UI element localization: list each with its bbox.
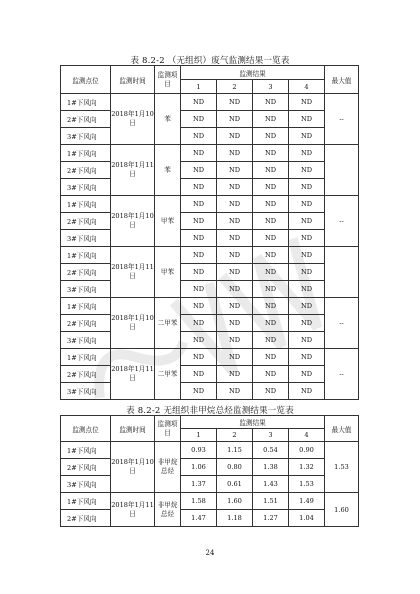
monitoring-time-cell: 2018年1月11日 xyxy=(111,145,155,196)
result-value-cell: ND xyxy=(217,179,253,196)
result-value-cell: 1.37 xyxy=(181,476,217,493)
monitoring-item-cell: 苯 xyxy=(155,145,181,196)
monitoring-item-cell: 二甲苯 xyxy=(155,298,181,349)
max-value-cell: 1.60 xyxy=(325,493,359,527)
result-value-cell: 1.27 xyxy=(253,510,289,527)
result-value-cell: 1.06 xyxy=(181,459,217,476)
header-col-2: 2 xyxy=(217,80,253,94)
monitoring-point-cell: 2#下风向 xyxy=(61,366,111,383)
monitoring-item-cell: 苯 xyxy=(155,94,181,145)
result-value-cell: ND xyxy=(217,111,253,128)
result-value-cell: ND xyxy=(181,145,217,162)
result-value-cell: ND xyxy=(253,247,289,264)
table1-caption: 表 8.2-2 （无组织）废气监测结果一览表 xyxy=(130,56,290,66)
table-row xyxy=(61,230,359,247)
result-value-cell: ND xyxy=(181,383,217,400)
result-value-cell: ND xyxy=(289,315,325,332)
table-row xyxy=(61,94,359,111)
table-row xyxy=(61,128,359,145)
result-value-cell: ND xyxy=(181,315,217,332)
monitoring-point-cell: 3#下风向 xyxy=(61,281,111,298)
result-value-cell: ND xyxy=(289,111,325,128)
max-value-cell: -- xyxy=(325,298,359,349)
result-value-cell: ND xyxy=(217,366,253,383)
table-row xyxy=(61,298,359,315)
result-value-cell: ND xyxy=(253,349,289,366)
table2-caption: 表 8.2-2 无组织非甲烷总烃监测结果一览表 xyxy=(126,406,294,416)
result-value-cell: ND xyxy=(181,332,217,349)
monitoring-point-cell: 1#下风向 xyxy=(61,493,111,510)
table-row xyxy=(61,493,359,510)
result-value-cell: ND xyxy=(253,264,289,281)
header-item: 监测项目 xyxy=(155,66,181,94)
result-value-cell: 1.43 xyxy=(253,476,289,493)
result-value-cell: ND xyxy=(253,128,289,145)
result-value-cell: ND xyxy=(253,332,289,349)
result-value-cell: ND xyxy=(289,162,325,179)
table-row xyxy=(61,366,359,383)
monitoring-point-cell: 1#下风向 xyxy=(61,196,111,213)
result-value-cell: 1.15 xyxy=(217,442,253,459)
result-value-cell: ND xyxy=(253,315,289,332)
table-row xyxy=(61,332,359,349)
monitoring-time-cell: 2018年1月10日 xyxy=(111,196,155,247)
header-max: 最大值 xyxy=(325,66,359,94)
result-value-cell: ND xyxy=(289,196,325,213)
header-item: 监测项目 xyxy=(155,416,181,442)
result-value-cell: ND xyxy=(253,213,289,230)
monitoring-item-cell: 二甲苯 xyxy=(155,349,181,400)
max-value-cell: -- xyxy=(325,94,359,145)
monitoring-time-cell: 2018年1月10日 xyxy=(111,94,155,145)
result-value-cell: ND xyxy=(289,230,325,247)
monitoring-point-cell: 2#下风向 xyxy=(61,213,111,230)
result-value-cell: ND xyxy=(181,281,217,298)
result-value-cell: ND xyxy=(217,247,253,264)
result-value-cell: 0.93 xyxy=(181,442,217,459)
table-row xyxy=(61,162,359,179)
result-value-cell: ND xyxy=(253,162,289,179)
header-point: 监测点位 xyxy=(61,416,111,442)
result-value-cell: 1.18 xyxy=(217,510,253,527)
monitoring-point-cell: 3#下风向 xyxy=(61,128,111,145)
header-col-4: 4 xyxy=(289,80,325,94)
monitoring-point-cell: 3#下风向 xyxy=(61,332,111,349)
result-value-cell: 0.90 xyxy=(289,442,325,459)
monitoring-point-cell: 2#下风向 xyxy=(61,315,111,332)
result-value-cell: ND xyxy=(217,128,253,145)
result-value-cell: ND xyxy=(181,298,217,315)
monitoring-point-cell: 1#下风向 xyxy=(61,247,111,264)
monitoring-point-cell: 2#下风向 xyxy=(61,111,111,128)
result-value-cell: ND xyxy=(289,179,325,196)
header-time: 监测时间 xyxy=(111,66,155,94)
max-value-cell xyxy=(325,145,359,196)
result-value-cell: ND xyxy=(217,213,253,230)
monitoring-time-cell: 2018年1月11日 xyxy=(111,247,155,298)
result-value-cell: ND xyxy=(181,179,217,196)
result-value-cell: ND xyxy=(181,230,217,247)
max-value-cell: -- xyxy=(325,196,359,247)
table-row xyxy=(61,349,359,366)
result-value-cell: ND xyxy=(217,264,253,281)
result-value-cell: ND xyxy=(253,145,289,162)
nmhc-results-table xyxy=(60,415,359,527)
header-col-2: 2 xyxy=(217,429,253,442)
monitoring-point-cell: 3#下风向 xyxy=(61,383,111,400)
result-value-cell: ND xyxy=(181,196,217,213)
result-value-cell: ND xyxy=(253,298,289,315)
result-value-cell: ND xyxy=(289,332,325,349)
result-value-cell: ND xyxy=(253,179,289,196)
result-value-cell: ND xyxy=(289,349,325,366)
table-row xyxy=(61,315,359,332)
header-col-1: 1 xyxy=(181,80,217,94)
result-value-cell: ND xyxy=(217,162,253,179)
result-value-cell: 0.61 xyxy=(217,476,253,493)
result-value-cell: ND xyxy=(181,247,217,264)
monitoring-point-cell: 1#下风向 xyxy=(61,349,111,366)
result-value-cell: ND xyxy=(217,196,253,213)
result-value-cell: ND xyxy=(253,196,289,213)
result-value-cell: ND xyxy=(289,366,325,383)
result-value-cell: ND xyxy=(217,383,253,400)
header-time: 监测时间 xyxy=(111,416,155,442)
table-row xyxy=(61,179,359,196)
result-value-cell: ND xyxy=(289,128,325,145)
header-col-1: 1 xyxy=(181,429,217,442)
result-value-cell: ND xyxy=(181,162,217,179)
result-value-cell: ND xyxy=(289,383,325,400)
result-value-cell: ND xyxy=(181,128,217,145)
result-value-cell: ND xyxy=(181,349,217,366)
monitoring-point-cell: 3#下风向 xyxy=(61,476,111,493)
max-value-cell: 1.53 xyxy=(325,442,359,493)
monitoring-time-cell: 2018年1月10日 xyxy=(111,442,155,493)
monitoring-item-cell: 甲苯 xyxy=(155,247,181,298)
result-value-cell: ND xyxy=(289,281,325,298)
monitoring-point-cell: 1#下风向 xyxy=(61,94,111,111)
monitoring-point-cell: 2#下风向 xyxy=(61,264,111,281)
result-value-cell: ND xyxy=(289,247,325,264)
table-row xyxy=(61,111,359,128)
monitoring-item-cell: 非甲烷总烃 xyxy=(155,442,181,493)
monitoring-time-cell: 2018年1月11日 xyxy=(111,493,155,527)
monitoring-time-cell: 2018年1月11日 xyxy=(111,349,155,400)
result-value-cell: ND xyxy=(253,230,289,247)
table-row xyxy=(61,281,359,298)
header-max: 最大值 xyxy=(325,416,359,442)
monitoring-time-cell: 2018年1月10日 xyxy=(111,298,155,349)
result-value-cell: ND xyxy=(253,111,289,128)
result-value-cell: ND xyxy=(253,383,289,400)
result-value-cell: ND xyxy=(217,230,253,247)
result-value-cell: 1.51 xyxy=(253,493,289,510)
result-value-cell: ND xyxy=(289,264,325,281)
monitoring-point-cell: 3#下风向 xyxy=(61,179,111,196)
result-value-cell: ND xyxy=(217,349,253,366)
result-value-cell: 1.60 xyxy=(217,493,253,510)
header-results: 监测结果 xyxy=(181,416,325,429)
result-value-cell: 1.49 xyxy=(289,493,325,510)
monitoring-point-cell: 2#下风向 xyxy=(61,459,111,476)
header-point: 监测点位 xyxy=(61,66,111,94)
result-value-cell: ND xyxy=(217,94,253,111)
monitoring-point-cell: 3#下风向 xyxy=(61,230,111,247)
max-value-cell xyxy=(325,247,359,298)
result-value-cell: 1.53 xyxy=(289,476,325,493)
result-value-cell: ND xyxy=(253,94,289,111)
result-value-cell: ND xyxy=(217,332,253,349)
result-value-cell: 1.47 xyxy=(181,510,217,527)
result-value-cell: ND xyxy=(289,94,325,111)
max-value-cell: -- xyxy=(325,349,359,400)
result-value-cell: ND xyxy=(217,145,253,162)
result-value-cell: ND xyxy=(217,281,253,298)
monitoring-point-cell: 2#下风向 xyxy=(61,510,111,527)
result-value-cell: ND xyxy=(181,264,217,281)
result-value-cell: 0.54 xyxy=(253,442,289,459)
header-col-3: 3 xyxy=(253,80,289,94)
result-value-cell: ND xyxy=(217,298,253,315)
result-value-cell: ND xyxy=(217,315,253,332)
result-value-cell: 1.04 xyxy=(289,510,325,527)
result-value-cell: 1.58 xyxy=(181,493,217,510)
result-value-cell: 0.80 xyxy=(217,459,253,476)
monitoring-point-cell: 1#下风向 xyxy=(61,145,111,162)
header-results: 监测结果 xyxy=(181,66,325,80)
page-number: 24 xyxy=(205,549,215,557)
result-value-cell: ND xyxy=(181,111,217,128)
result-value-cell: 1.38 xyxy=(253,459,289,476)
table-row xyxy=(61,383,359,400)
table-row xyxy=(61,476,359,493)
header-col-3: 3 xyxy=(253,429,289,442)
result-value-cell: ND xyxy=(181,94,217,111)
monitoring-point-cell: 2#下风向 xyxy=(61,162,111,179)
result-value-cell: ND xyxy=(181,366,217,383)
table-row xyxy=(61,247,359,264)
monitoring-item-cell: 非甲烷总烃 xyxy=(155,493,181,527)
result-value-cell: 1.32 xyxy=(289,459,325,476)
table-row xyxy=(61,145,359,162)
voc-results-table xyxy=(60,65,359,400)
result-value-cell: ND xyxy=(253,366,289,383)
header-col-4: 4 xyxy=(289,429,325,442)
monitoring-item-cell: 甲苯 xyxy=(155,196,181,247)
monitoring-point-cell: 1#下风向 xyxy=(61,442,111,459)
result-value-cell: ND xyxy=(289,213,325,230)
result-value-cell: ND xyxy=(289,145,325,162)
table-row xyxy=(61,442,359,459)
result-value-cell: ND xyxy=(289,298,325,315)
table-row xyxy=(61,264,359,281)
table-row xyxy=(61,196,359,213)
result-value-cell: ND xyxy=(253,281,289,298)
monitoring-point-cell: 1#下风向 xyxy=(61,298,111,315)
table-row xyxy=(61,510,359,527)
result-value-cell: ND xyxy=(181,213,217,230)
table-row xyxy=(61,213,359,230)
table-row xyxy=(61,459,359,476)
